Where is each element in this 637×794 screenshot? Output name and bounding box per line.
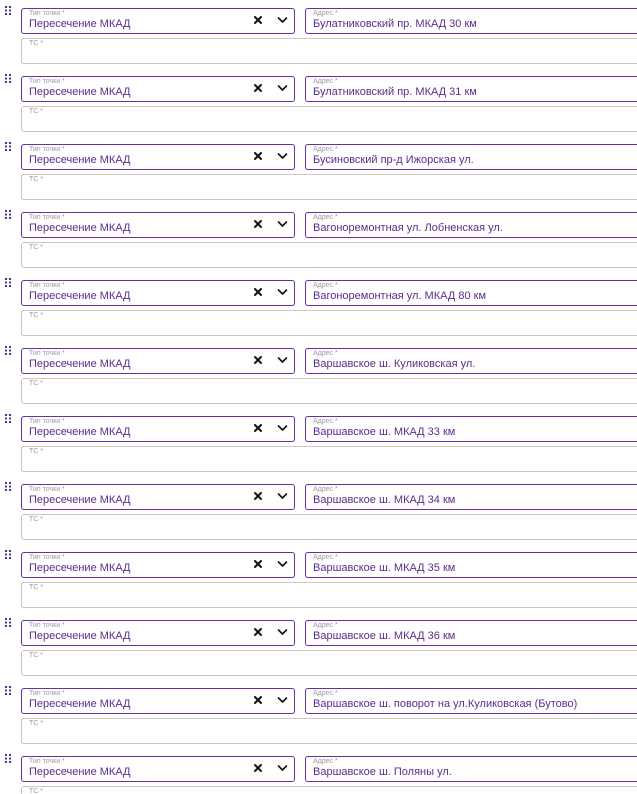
address-field[interactable] (305, 620, 637, 646)
address-field[interactable] (305, 484, 637, 510)
ts-label: ТС * (29, 584, 43, 591)
ts-label: ТС * (29, 244, 43, 251)
point-type-select[interactable] (21, 552, 295, 578)
chevron-down-icon[interactable] (277, 356, 288, 364)
point-type-label: Тип точки * (29, 758, 65, 765)
route-point-row (0, 476, 637, 544)
address-label: Адрес * (313, 622, 338, 629)
ts-label: ТС * (29, 788, 43, 794)
close-icon[interactable] (253, 219, 263, 229)
address-field[interactable] (305, 212, 637, 238)
address-field[interactable] (305, 552, 637, 578)
close-icon[interactable] (253, 151, 263, 161)
point-type-select[interactable] (21, 620, 295, 646)
close-icon[interactable] (253, 763, 263, 773)
close-icon[interactable] (253, 15, 263, 25)
address-value: Варшавское ш. МКАД 36 км (313, 630, 456, 642)
drag-handle-icon[interactable] (5, 550, 13, 559)
ts-label: ТС * (29, 652, 43, 659)
ts-label: ТС * (29, 176, 43, 183)
drag-handle-icon[interactable] (5, 142, 13, 151)
point-type-select[interactable] (21, 416, 295, 442)
point-type-select[interactable] (21, 484, 295, 510)
point-type-value: Пересечение МКАД (29, 86, 131, 98)
point-type-label: Тип точки * (29, 554, 65, 561)
chevron-down-icon[interactable] (277, 492, 288, 500)
address-label: Адрес * (313, 690, 338, 697)
address-label: Адрес * (313, 350, 338, 357)
chevron-down-icon[interactable] (277, 84, 288, 92)
close-icon[interactable] (253, 83, 263, 93)
drag-handle-icon[interactable] (5, 618, 13, 627)
address-value: Варшавское ш. МКАД 33 км (313, 426, 456, 438)
drag-handle-icon[interactable] (5, 6, 13, 15)
point-type-value: Пересечение МКАД (29, 630, 131, 642)
chevron-down-icon[interactable] (277, 696, 288, 704)
close-icon[interactable] (253, 355, 263, 365)
address-label: Адрес * (313, 78, 338, 85)
route-point-row (0, 204, 637, 272)
route-point-row (0, 544, 637, 612)
close-icon[interactable] (253, 695, 263, 705)
point-type-value: Пересечение МКАД (29, 766, 131, 778)
address-label: Адрес * (313, 214, 338, 221)
route-point-row (0, 0, 637, 68)
address-label: Адрес * (313, 146, 338, 153)
point-type-value: Пересечение МКАД (29, 222, 131, 234)
ts-label: ТС * (29, 516, 43, 523)
address-field[interactable] (305, 688, 637, 714)
chevron-down-icon[interactable] (277, 152, 288, 160)
chevron-down-icon[interactable] (277, 764, 288, 772)
drag-handle-icon[interactable] (5, 346, 13, 355)
point-type-value: Пересечение МКАД (29, 698, 131, 710)
point-type-value: Пересечение МКАД (29, 426, 131, 438)
drag-handle-icon[interactable] (5, 74, 13, 83)
chevron-down-icon[interactable] (277, 220, 288, 228)
close-icon[interactable] (253, 627, 263, 637)
address-value: Варшавское ш. Поляны ул. (313, 766, 452, 778)
ts-field[interactable] (21, 514, 637, 540)
point-type-label: Тип точки * (29, 486, 65, 493)
point-type-label: Тип точки * (29, 622, 65, 629)
route-point-row (0, 68, 637, 136)
ts-field[interactable] (21, 786, 637, 794)
address-field[interactable] (305, 756, 637, 782)
ts-field[interactable] (21, 582, 637, 608)
drag-handle-icon[interactable] (5, 482, 13, 491)
ts-field[interactable] (21, 174, 637, 200)
close-icon[interactable] (253, 287, 263, 297)
ts-label: ТС * (29, 312, 43, 319)
address-label: Адрес * (313, 282, 338, 289)
point-type-select[interactable] (21, 8, 295, 34)
route-point-row (0, 612, 637, 680)
address-value: Варшавское ш. Куликовская ул. (313, 358, 476, 370)
point-type-label: Тип точки * (29, 10, 65, 17)
ts-label: ТС * (29, 108, 43, 115)
address-value: Варшавское ш. поворот на ул.Куликовская (Бутово) (313, 698, 578, 710)
address-field[interactable] (305, 144, 637, 170)
address-label: Адрес * (313, 10, 338, 17)
point-type-value: Пересечение МКАД (29, 358, 131, 370)
point-type-value: Пересечение МКАД (29, 18, 131, 30)
point-type-select[interactable] (21, 756, 295, 782)
point-type-select[interactable] (21, 348, 295, 374)
point-type-label: Тип точки * (29, 350, 65, 357)
ts-field[interactable] (21, 310, 637, 336)
drag-handle-icon[interactable] (5, 754, 13, 763)
address-label: Адрес * (313, 486, 338, 493)
point-type-select[interactable] (21, 76, 295, 102)
point-type-value: Пересечение МКАД (29, 154, 131, 166)
drag-handle-icon[interactable] (5, 686, 13, 695)
ts-label: ТС * (29, 448, 43, 455)
close-icon[interactable] (253, 423, 263, 433)
point-type-label: Тип точки * (29, 418, 65, 425)
chevron-down-icon[interactable] (277, 628, 288, 636)
close-icon[interactable] (253, 491, 263, 501)
close-icon[interactable] (253, 559, 263, 569)
route-point-row (0, 272, 637, 340)
ts-label: ТС * (29, 40, 43, 47)
ts-field[interactable] (21, 38, 637, 64)
address-label: Адрес * (313, 418, 338, 425)
chevron-down-icon[interactable] (277, 288, 288, 296)
address-field[interactable] (305, 348, 637, 374)
point-type-value: Пересечение МКАД (29, 494, 131, 506)
address-value: Булатниковский пр. МКАД 31 км (313, 86, 477, 98)
point-type-value: Пересечение МКАД (29, 562, 131, 574)
point-type-label: Тип точки * (29, 214, 65, 221)
point-type-select[interactable] (21, 280, 295, 306)
ts-field[interactable] (21, 242, 637, 268)
point-type-select[interactable] (21, 688, 295, 714)
address-value: Варшавское ш. МКАД 34 км (313, 494, 456, 506)
point-type-label: Тип точки * (29, 690, 65, 697)
route-point-row (0, 408, 637, 476)
route-point-row (0, 680, 637, 748)
drag-handle-icon[interactable] (5, 414, 13, 423)
address-value: Вагоноремонтная ул. Лобненская ул. (313, 222, 503, 234)
address-value: Варшавское ш. МКАД 35 км (313, 562, 456, 574)
address-label: Адрес * (313, 758, 338, 765)
ts-label: ТС * (29, 720, 43, 727)
route-point-row (0, 748, 637, 794)
ts-field[interactable] (21, 650, 637, 676)
ts-field[interactable] (21, 718, 637, 744)
address-value: Булатниковский пр. МКАД 30 км (313, 18, 477, 30)
point-type-select[interactable] (21, 212, 295, 238)
point-type-label: Тип точки * (29, 282, 65, 289)
address-value: Вагоноремонтная ул. МКАД 80 км (313, 290, 487, 302)
ts-label: ТС * (29, 380, 43, 387)
chevron-down-icon[interactable] (277, 424, 288, 432)
drag-handle-icon[interactable] (5, 210, 13, 219)
ts-field[interactable] (21, 446, 637, 472)
point-type-value: Пересечение МКАД (29, 290, 131, 302)
route-point-row (0, 136, 637, 204)
chevron-down-icon[interactable] (277, 16, 288, 24)
address-value: Бусиновский пр-д Ижорская ул. (313, 154, 474, 166)
chevron-down-icon[interactable] (277, 560, 288, 568)
point-type-label: Тип точки * (29, 78, 65, 85)
point-type-select[interactable] (21, 144, 295, 170)
address-label: Адрес * (313, 554, 338, 561)
route-point-row (0, 340, 637, 408)
address-field[interactable] (305, 76, 637, 102)
drag-handle-icon[interactable] (5, 278, 13, 287)
ts-field[interactable] (21, 106, 637, 132)
point-type-label: Тип точки * (29, 146, 65, 153)
address-field[interactable] (305, 416, 637, 442)
address-field[interactable] (305, 8, 637, 34)
ts-field[interactable] (21, 378, 637, 404)
address-field[interactable] (305, 280, 637, 306)
